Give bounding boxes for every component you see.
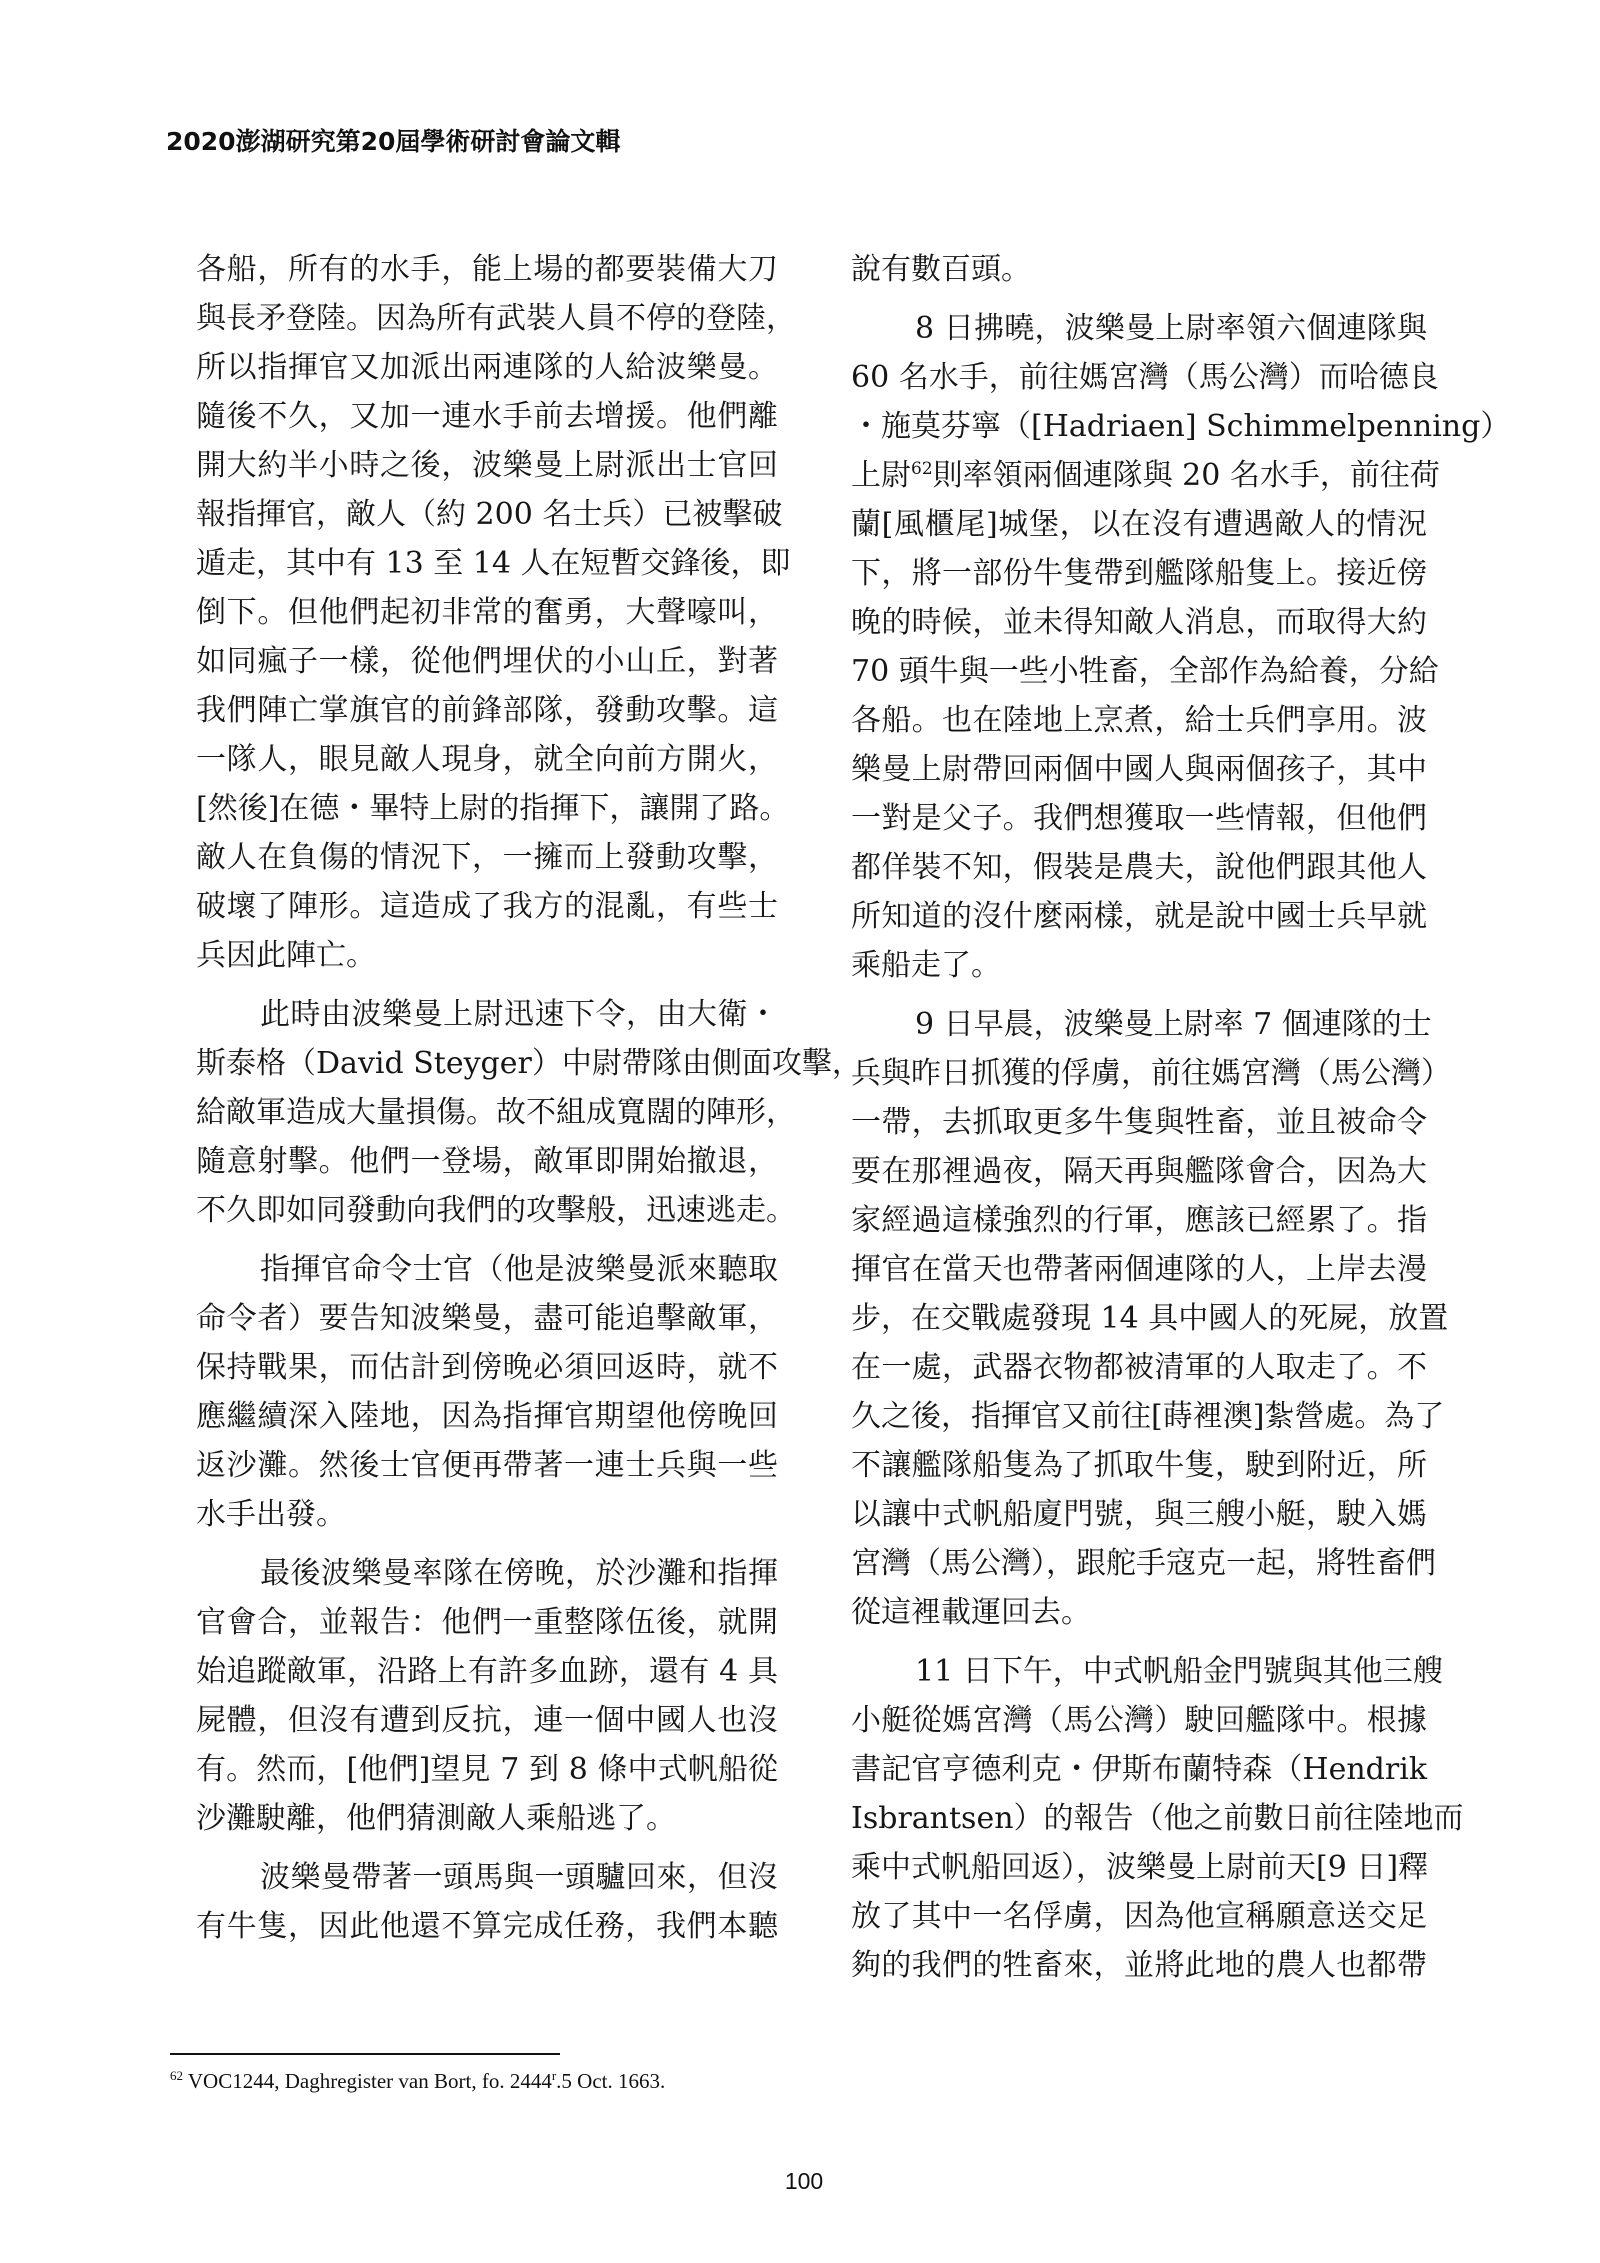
paragraph xyxy=(196,1245,778,1539)
text-line: ・施莫芬寧（[Hadriaen] Schimmelpenning） xyxy=(851,409,1511,444)
text-line: 隨後不久，又加一連水手前去增援。他們離 xyxy=(196,399,778,434)
footnote-text: VOC1244, Daghregister van Bort, fo. 2444 xyxy=(183,2069,552,2093)
text-segment: 則率領兩個連隊與 20 名水手，前往荷 xyxy=(932,458,1440,493)
text-line: 各船。也在陸地上烹煮，給士兵們享用。波 xyxy=(851,703,1427,738)
text-line: 要在那裡過夜，隔天再與艦隊會合，因為大 xyxy=(851,1154,1427,1189)
text-line: 開大約半小時之後，波樂曼上尉派出士官回 xyxy=(196,448,778,483)
text-line: 我們陣亡掌旗官的前鋒部隊，發動攻擊。這 xyxy=(196,693,778,728)
text-line: 晚的時候，並未得知敵人消息，而取得大約 xyxy=(851,605,1427,640)
text-segment: 上尉 xyxy=(851,458,911,493)
text-line: 蘭[風櫃尾]城堡，以在沒有遭遇敵人的情況 xyxy=(851,507,1427,542)
text-line: 與長矛登陸。因為所有武裝人員不停的登陸， xyxy=(196,301,796,336)
text-line: 各船，所有的水手，能上場的都要裝備大刀 xyxy=(196,252,778,287)
text-line: 步，在交戰處發現 14 具中國人的死屍，放置 xyxy=(851,1301,1449,1336)
footnote xyxy=(170,2068,665,2094)
running-header: 2020澎湖研究第20屆學術研討會論文輯 xyxy=(166,127,621,156)
text-line: 在一處，武器衣物都被清軍的人取走了。不 xyxy=(851,1350,1427,1385)
text-line: 波樂曼帶著一頭馬與一頭驢回來，但沒 xyxy=(260,1860,778,1895)
right-text-column xyxy=(851,245,1511,2000)
text-line: 倒下。但他們起初非常的奮勇，大聲嚎叫， xyxy=(196,595,778,630)
text-line: 有牛隻，因此他還不算完成任務，我們本聽 xyxy=(196,1909,778,1944)
text-line: Isbrantsen）的報告（他之前數日前往陸地而 xyxy=(851,1801,1464,1836)
footnote-text-end: .5 Oct. 1663. xyxy=(556,2069,666,2093)
text-line: 久之後，指揮官又前往[蒔裡澳]紮營處。為了 xyxy=(851,1399,1445,1434)
text-line: 一對是父子。我們想獲取一些情報，但他們 xyxy=(851,801,1427,836)
paragraph xyxy=(851,1000,1451,1637)
text-line: 說有數百頭。 xyxy=(851,252,1031,287)
text-line: 兵與昨日抓獲的俘虜，前往媽宮灣（馬公灣） xyxy=(851,1056,1451,1091)
text-line: 如同瘋子一樣，從他們埋伏的小山丘，對著 xyxy=(196,644,778,679)
text-line: 乘船走了。 xyxy=(851,948,1001,983)
text-line: 70 頭牛與一些小牲畜，全部作為給養，分給 xyxy=(851,654,1439,689)
text-line: 書記官亨德利克・伊斯布蘭特森（Hendrik xyxy=(851,1752,1427,1787)
text-line: 60 名水手，前往媽宮灣（馬公灣）而哈德良 xyxy=(851,360,1439,395)
text-line: 不讓艦隊船隻為了抓取牛隻，駛到附近，所 xyxy=(851,1448,1427,1483)
text-line: 一帶，去抓取更多牛隻與牲畜，並且被命令 xyxy=(851,1105,1427,1140)
text-line: 應繼續深入陸地，因為指揮官期望他傍晚回 xyxy=(196,1399,778,1434)
text-line: 給敵軍造成大量損傷。故不組成寬闊的陣形， xyxy=(196,1095,796,1130)
text-line: 放了其中一名俘虜，因為他宣稱願意送交足 xyxy=(851,1899,1427,1934)
text-line: 報指揮官，敵人（約 200 名士兵）已被擊破 xyxy=(196,497,783,532)
text-line: 返沙灘。然後士官便再帶著一連士兵與一些 xyxy=(196,1448,778,1483)
text-line: 最後波樂曼率隊在傍晚，於沙灘和指揮 xyxy=(260,1556,778,1591)
footnote-recto-mark: r xyxy=(551,2068,557,2083)
footnote-reference: 62 xyxy=(911,459,933,479)
footnote-number: 62 xyxy=(170,2068,183,2083)
text-line: 乘中式帆船回返），波樂曼上尉前天[9 日]釋 xyxy=(851,1850,1429,1885)
page-number: 100 xyxy=(784,2168,824,2194)
text-line: 兵因此陣亡。 xyxy=(196,938,376,973)
text-line: 9 日早晨，波樂曼上尉率 7 個連隊的士 xyxy=(915,1007,1432,1042)
text-line: 遁走，其中有 13 至 14 人在短暫交鋒後，即 xyxy=(196,546,791,581)
text-line: 家經過這樣強烈的行軍，應該已經累了。指 xyxy=(851,1203,1427,1238)
paragraph xyxy=(196,1549,778,1843)
text-line: 8 日拂曉，波樂曼上尉率領六個連隊與 xyxy=(915,311,1427,346)
text-line: 此時由波樂曼上尉迅速下令，由大衛・ xyxy=(260,997,778,1032)
text-line: 以讓中式帆船廈門號，與三艘小艇，駛入媽 xyxy=(851,1497,1427,1532)
text-line: 指揮官命令士官（他是波樂曼派來聽取 xyxy=(260,1252,778,1287)
text-line: 沙灘駛離，他們猜測敵人乘船逃了。 xyxy=(196,1801,676,1836)
text-line: 斯泰格（David Steyger）中尉帶隊由側面攻擊， xyxy=(196,1046,862,1081)
text-line xyxy=(851,451,1440,500)
text-line: 下，將一部份牛隻帶到艦隊船隻上。接近傍 xyxy=(851,556,1427,591)
text-line: 官會合，並報告：他們一重整隊伍後，就開 xyxy=(196,1605,778,1640)
text-line: 屍體，但沒有遭到反抗，連一個中國人也沒 xyxy=(196,1703,778,1738)
paragraph xyxy=(196,245,796,980)
paragraph xyxy=(196,990,862,1235)
paragraph xyxy=(851,245,1427,294)
text-line: 夠的我們的牲畜來，並將此地的農人也都帶 xyxy=(851,1948,1427,1983)
text-line: 保持戰果，而估計到傍晚必須回返時，就不 xyxy=(196,1350,778,1385)
text-line: 11 日下午，中式帆船金門號與其他三艘 xyxy=(915,1654,1443,1689)
text-line: 小艇從媽宮灣（馬公灣）駛回艦隊中。根據 xyxy=(851,1703,1427,1738)
paragraph xyxy=(851,1647,1464,1990)
text-line: 樂曼上尉帶回兩個中國人與兩個孩子，其中 xyxy=(851,752,1427,787)
text-line: 從這裡載運回去。 xyxy=(851,1595,1091,1630)
text-line: 敵人在負傷的情況下，一擁而上發動攻擊， xyxy=(196,840,778,875)
text-line: 都佯裝不知，假裝是農夫，說他們跟其他人 xyxy=(851,850,1427,885)
text-line: 有。然而，[他們]望見 7 到 8 條中式帆船從 xyxy=(196,1752,778,1787)
footnote-divider xyxy=(170,2053,560,2055)
text-line: 破壞了陣形。這造成了我方的混亂，有些士 xyxy=(196,889,778,924)
left-text-column xyxy=(196,245,862,1961)
paragraph xyxy=(851,304,1511,990)
text-line: 宮灣（馬公灣），跟舵手寇克一起，將牲畜們 xyxy=(851,1546,1436,1581)
text-line: 所以指揮官又加派出兩連隊的人給波樂曼。 xyxy=(196,350,778,385)
text-line: 水手出發。 xyxy=(196,1497,346,1532)
text-line: 始追蹤敵軍，沿路上有許多血跡，還有 4 具 xyxy=(196,1654,778,1689)
paragraph xyxy=(196,1853,778,1951)
text-line: 所知道的沒什麼兩樣，就是說中國士兵早就 xyxy=(851,899,1427,934)
text-line: 命令者）要告知波樂曼，盡可能追擊敵軍， xyxy=(196,1301,778,1336)
text-line: 隨意射擊。他們一登場，敵軍即開始撤退， xyxy=(196,1144,778,1179)
text-line: 不久即如同發動向我們的攻擊般，迅速逃走。 xyxy=(196,1193,796,1228)
text-line: 一隊人，眼見敵人現身，就全向前方開火， xyxy=(196,742,778,777)
text-line: [然後]在德・畢特上尉的指揮下，讓開了路。 xyxy=(196,791,790,826)
text-line: 揮官在當天也帶著兩個連隊的人，上岸去漫 xyxy=(851,1252,1427,1287)
